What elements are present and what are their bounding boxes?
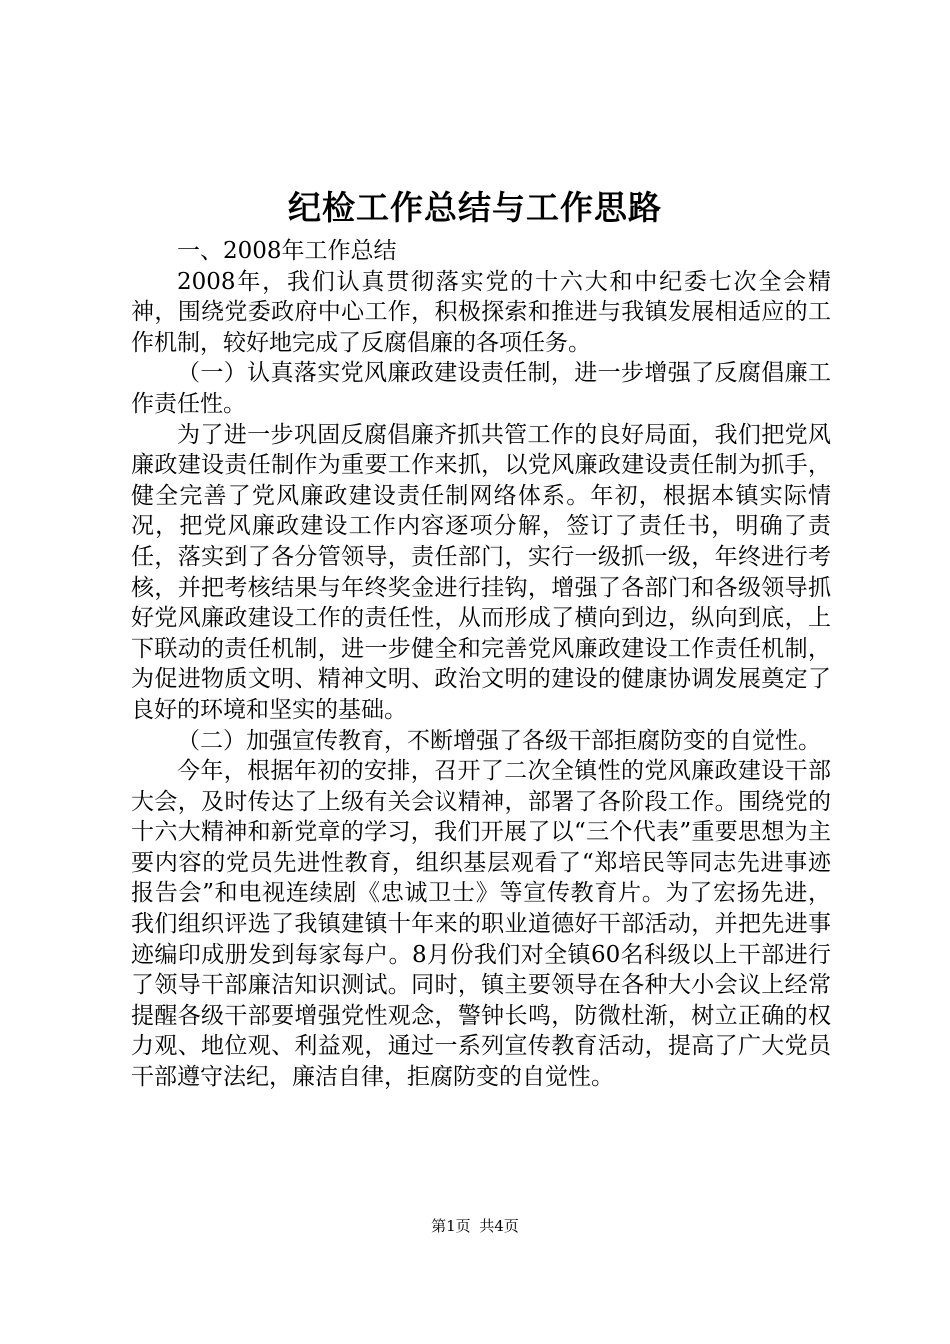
section-heading-2008-summary: 一、2008年工作总结 xyxy=(177,238,397,264)
document-title: 纪检工作总结与工作思路 xyxy=(288,188,662,227)
document-body xyxy=(131,236,831,1093)
paragraph-intro: 2008年，我们认真贯彻落实党的十六大和中纪委七次全会精神，围绕党委政府中心工作，积极探索和推进与我镇发展相适应的工作机制，较好地完成了反腐倡廉的各项任务。 xyxy=(131,268,831,356)
paragraph-responsibility: 为了进一步巩固反腐倡廉齐抓共管工作的良好局面，我们把党风廉政建设责任制作为重要工作来抓，以党风廉政建设责任制为抓手，健全完善了党风廉政建设责任制网络体系。年初，根据本镇实际情况，把党风廉政建设工作内容逐项分解，签订了责任书，明确了责任，落实到了各分管领导，责任部门，实行一级抓一级，年终进行考核，并把考核结果与年终奖金进行挂钩，增强了各部门和各级领导抓好党风廉政建设工作的责任性，从而形成了横向到边，纵向到底，上下联动的责任机制，进一步健全和完善党风廉政建设工作责任机制，为促进物质文明、精神文明、政治文明的建设的健康协调发展奠定了良好的环境和坚实的基础。 xyxy=(131,421,831,723)
subsection-heading-2: （二）加强宣传教育，不断增强了各级干部拒腐防变的自觉性。 xyxy=(177,727,821,754)
page-number: 第1页 xyxy=(431,1217,471,1235)
page-footer xyxy=(0,1216,950,1236)
subsection-heading-1: （一）认真落实党风廉政建设责任制，进一步增强了反腐倡廉工作责任性。 xyxy=(131,360,831,417)
page-total: 共4页 xyxy=(479,1217,519,1235)
paragraph-education: 今年，根据年初的安排，召开了二次全镇性的党风廉政建设干部大会，及时传达了上级有关会议精神，部署了各阶段工作。围绕党的十六大精神和新党章的学习，我们开展了以“三个代表”重要思想为主要内容的党员先进性教育，组织基层观看了“郑培民等同志先进事迹报告会”和电视连续剧《忠诚卫士》等宣传教育片。为了宏扬先进，我们组织评选了我镇建镇十年来的职业道德好干部活动，并把先进事迹编印成册发到每家每户。8月份我们对全镇60名科级以上干部进行了领导干部廉洁知识测试。同时，镇主要领导在各种大小会议上经常提醒各级干部要增强党性观念，警钟长鸣，防微杜渐，树立正确的权力观、地位观、利益观，通过一系列宣传教育活动，提高了广大党员干部遵守法纪，廉洁自律，拒腐防变的自觉性。 xyxy=(131,758,831,1091)
